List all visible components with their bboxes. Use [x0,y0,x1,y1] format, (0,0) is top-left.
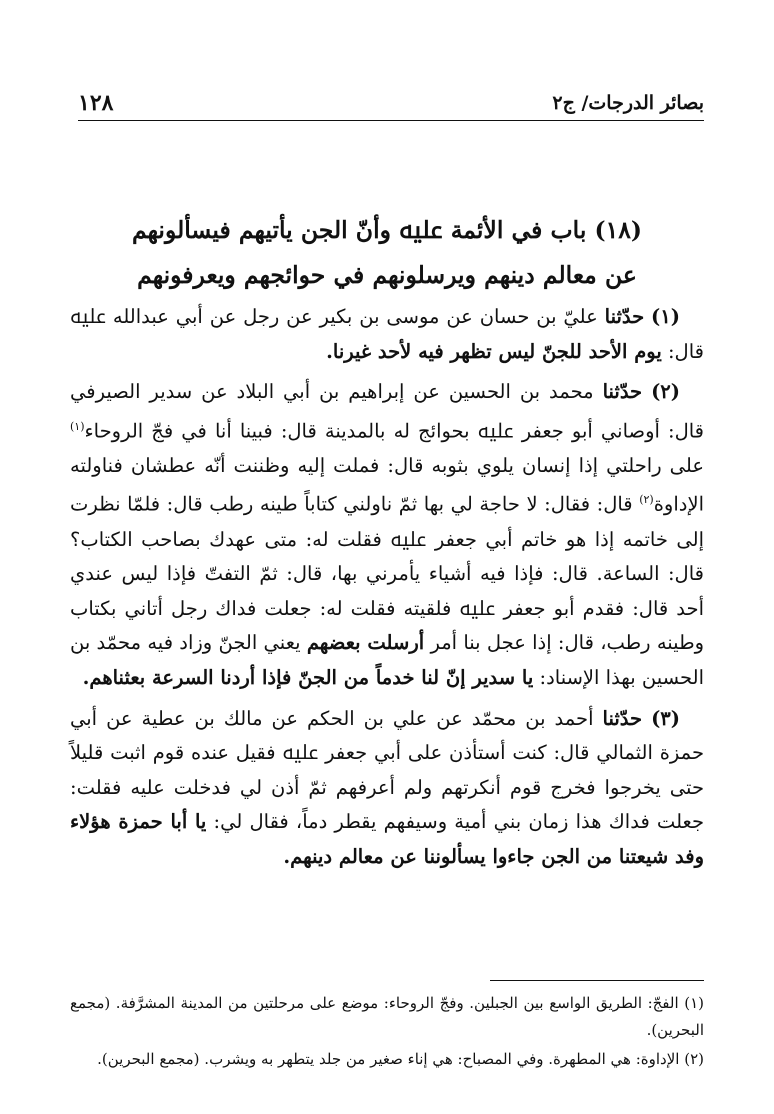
hadith-3 [70,702,704,875]
book-title: بصائر الدرجات/ ج٢ [552,92,704,114]
page-number: ١٢٨ [78,90,114,116]
hadith-emphasis: أرسلت بعضهم [306,631,425,655]
hadith-text: على راحلتي إذا إنسان يلوي بثوبه قال: فملت إليه وظننت أنّه عطشان فناولته الإداوة [70,453,704,516]
hadith-quote: يا أبا حمزة هؤلاء وفد شيعتنا من الجن جاءوا يسألوننا عن معالم دينهم. [70,810,704,868]
hadith-number: (٢) [651,380,681,404]
hadith-quote: يا سدير إنّ لنا خدماً من الجنّ فإذا أردنا السرعة بعثناهم. [82,665,534,689]
footnote-divider [490,980,704,981]
hadith-1 [70,300,704,369]
narration-lead: حدّثنا [602,380,643,404]
hadith-text: يعني الجنّ وزاد فيه محمّد بن الحسين بهذا الإسناد: [70,631,704,689]
footnote-ref-1[interactable]: (١) [70,419,85,433]
hadith-text: عليّ بن حسان عن موسى بن بكير عن رجل عن أبي عبدالله ﷷ قال: [70,305,704,363]
hadith-text: قال: فقال: لا حاجة لي بها ثمّ ناولني كتاباً طينه رطب قال: فلمّا نظرت إلى خاتمه إذا هو خاتم أبي جعفر ﷷ فقلت له: متى عهدك بصاحب الكتاب؟ قال: الساعة. قال: فإذا فيه أشياء يأمرني بها، قال: ثمّ التفتّ فإذا ليس عندي أحد قال: فقدم أبو جعفر ﷷ فلقيته فقلت له: جعلت فداك رجل أتاني بكتاب وطينه رطب، قال: إذا عجل بنا أمر [70,492,705,655]
hadith-2 [70,375,704,695]
footnote-2: (٢) الإداوة: هي المطهرة. وفي المصباح: هي إناء صغير من جلد يتطهر به ويشرب. (مجمع البحرين). [97,1050,704,1068]
hadith-text: أحمد بن محمّد عن علي بن الحكم عن مالك بن عطية عن أبي حمزة الثمالي قال: كنت أستأذن على أبي جعفر ﷷ فقيل عنده قوم اثبت قليلاً حتى يخرجوا فخرج قوم أنكرتهم ولم أعرفهم ثمّ أذن لي فدخلت عليه فقلت: جعلت فداك هذا زمان بني أمية وسيفهم يقطر دماً، فقال لي: [70,706,704,834]
hadith-number: (٣) [651,706,681,730]
footnote-1: (١) الفجّ: الطريق الواسع بين الجبلين. وفجّ الروحاء: موضع على مرحلتين من المدينة المشرَّفة. (مجمع البحرين). [70,994,704,1039]
narration-lead: حدّثنا [602,706,643,730]
running-header [78,84,704,121]
body-text [70,300,704,881]
chapter-heading [70,208,704,298]
hadith-quote: يوم الأحد للجنّ ليس تظهر فيه لأحد غيرنا. [326,339,662,363]
hadith-number: (١) [651,305,680,328]
narration-lead: حدّثنا [604,305,645,328]
chapter-heading-line-1: (١٨) باب في الأئمة ﷷ وأنّ الجن يأتيهم فيسألونهم [131,216,643,244]
footnotes [70,990,704,1075]
footnote-ref-2[interactable]: (٢) [639,493,654,507]
chapter-heading-line-2: عن معالم دينهم ويرسلونهم في حوائجهم ويعرفونهم [137,261,637,289]
hadith-text: محمد بن الحسين عن إبراهيم بن أبي البلاد عن سدير الصيرفي قال: أوصاني أبو جعفر ﷷ بحوائج له بالمدينة قال: فبينا أنا في فجّ الروحاء [70,380,704,443]
